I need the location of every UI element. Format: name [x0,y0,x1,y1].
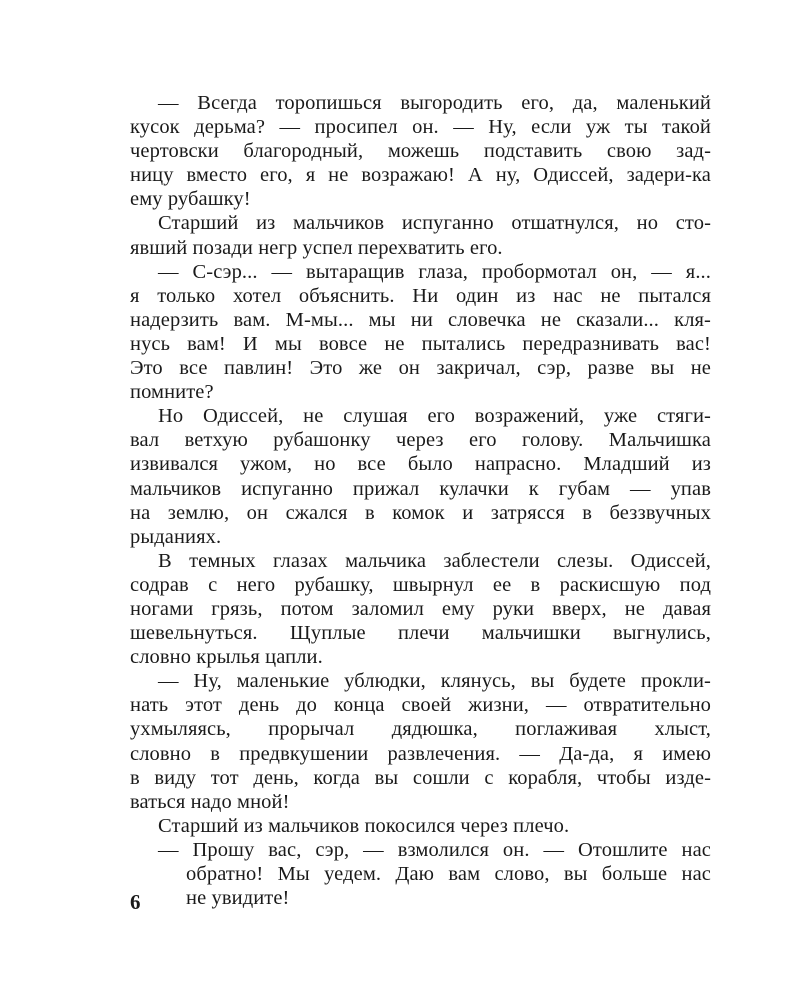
paragraph [130,549,711,669]
text-line: нать этот день до конца своей жизни, — отвратительно [130,694,711,717]
text-line: словно крылья цапли. [130,646,323,669]
text-line: вал ветхую рубашонку через его голову. Мальчишка [130,429,711,452]
text-line: — Всегда торопишься выгородить его, да, маленький [158,92,711,114]
text-line: — Ну, маленькие ублюдки, клянусь, вы будете прокли- [158,670,711,693]
text-line: В темных глазах мальчика заблестели слезы. Одиссей, [158,549,711,572]
text-line: обратно! Мы уедем. Даю вам слово, вы больше нас [186,863,711,885]
text-line: на землю, он сжался в комок и затрясся в беззвучных [130,501,711,524]
text-line: ему рубашку! [130,188,251,211]
text-line: рыданиях. [130,525,222,548]
text-line: содрав с него рубашку, швырнул ее в раскисшую под [130,573,711,596]
page-number: 6 [130,890,141,914]
text-line: Это все павлин! Это же он закричал, сэр, разве вы не [130,357,711,380]
text-line: — Прошу вас, сэр, — взмолился он. — Отошлите нас [158,838,711,861]
text-line: ухмыляясь, прорычал дядюшка, поглаживая хлыст, [130,718,711,741]
paragraph [130,260,711,405]
text-line: явший позади негр успел перехватить его. [130,236,503,259]
paragraph [130,669,711,814]
text-line: помните? [130,381,214,404]
text-line: мальчиков испуганно прижал кулачки к губам — упав [130,477,711,500]
paragraph [130,91,711,211]
text-line: чертовски благородный, можешь подставить свою зад- [130,140,711,163]
text-line: я только хотел объяснить. Ни один из нас не пытался [130,284,711,307]
text-line: словно в предвкушении развлечения. — Да-да, я имею [130,742,711,765]
text-line: в виду тот день, когда вы сошли с корабля, чтобы изде- [130,766,711,789]
text-line: ницу вместо его, я не возражаю! А ну, Одиссей, задери-ка [130,164,711,187]
text-line: извивался ужом, но все было напрасно. Младший из [130,453,711,476]
text-line: Старший из мальчиков испуганно отшатнулся, но сто- [158,212,711,235]
text-line: Старший из мальчиков покосился через плечо. [158,814,570,837]
text-line: нусь вам! И мы вовсе не пытались передразнивать вас! [130,332,711,355]
text-line: ваться надо мной! [130,790,290,813]
text-line: кусок дерьма? — просипел он. — Ну, если уж ты такой [130,116,711,139]
paragraph [130,838,711,910]
text-line: шевельнуться. Щуплые плечи мальчишки выгнулись, [130,622,711,645]
paragraph [130,404,711,549]
text-line: не увидите! [186,887,290,910]
paragraph [130,814,711,838]
text-line: надерзить вам. М-мы... мы ни словечка не сказали... кля- [130,308,711,331]
paragraph [130,211,711,259]
text-line: ногами грязь, потом заломил ему руки вверх, не давая [130,597,711,620]
text-line: Но Одиссей, не слушая его возражений, уже стяги- [158,405,711,428]
text-line: — С-сэр... — вытаращив глаза, пробормотал он, — я... [158,260,711,283]
body-text [130,91,711,910]
